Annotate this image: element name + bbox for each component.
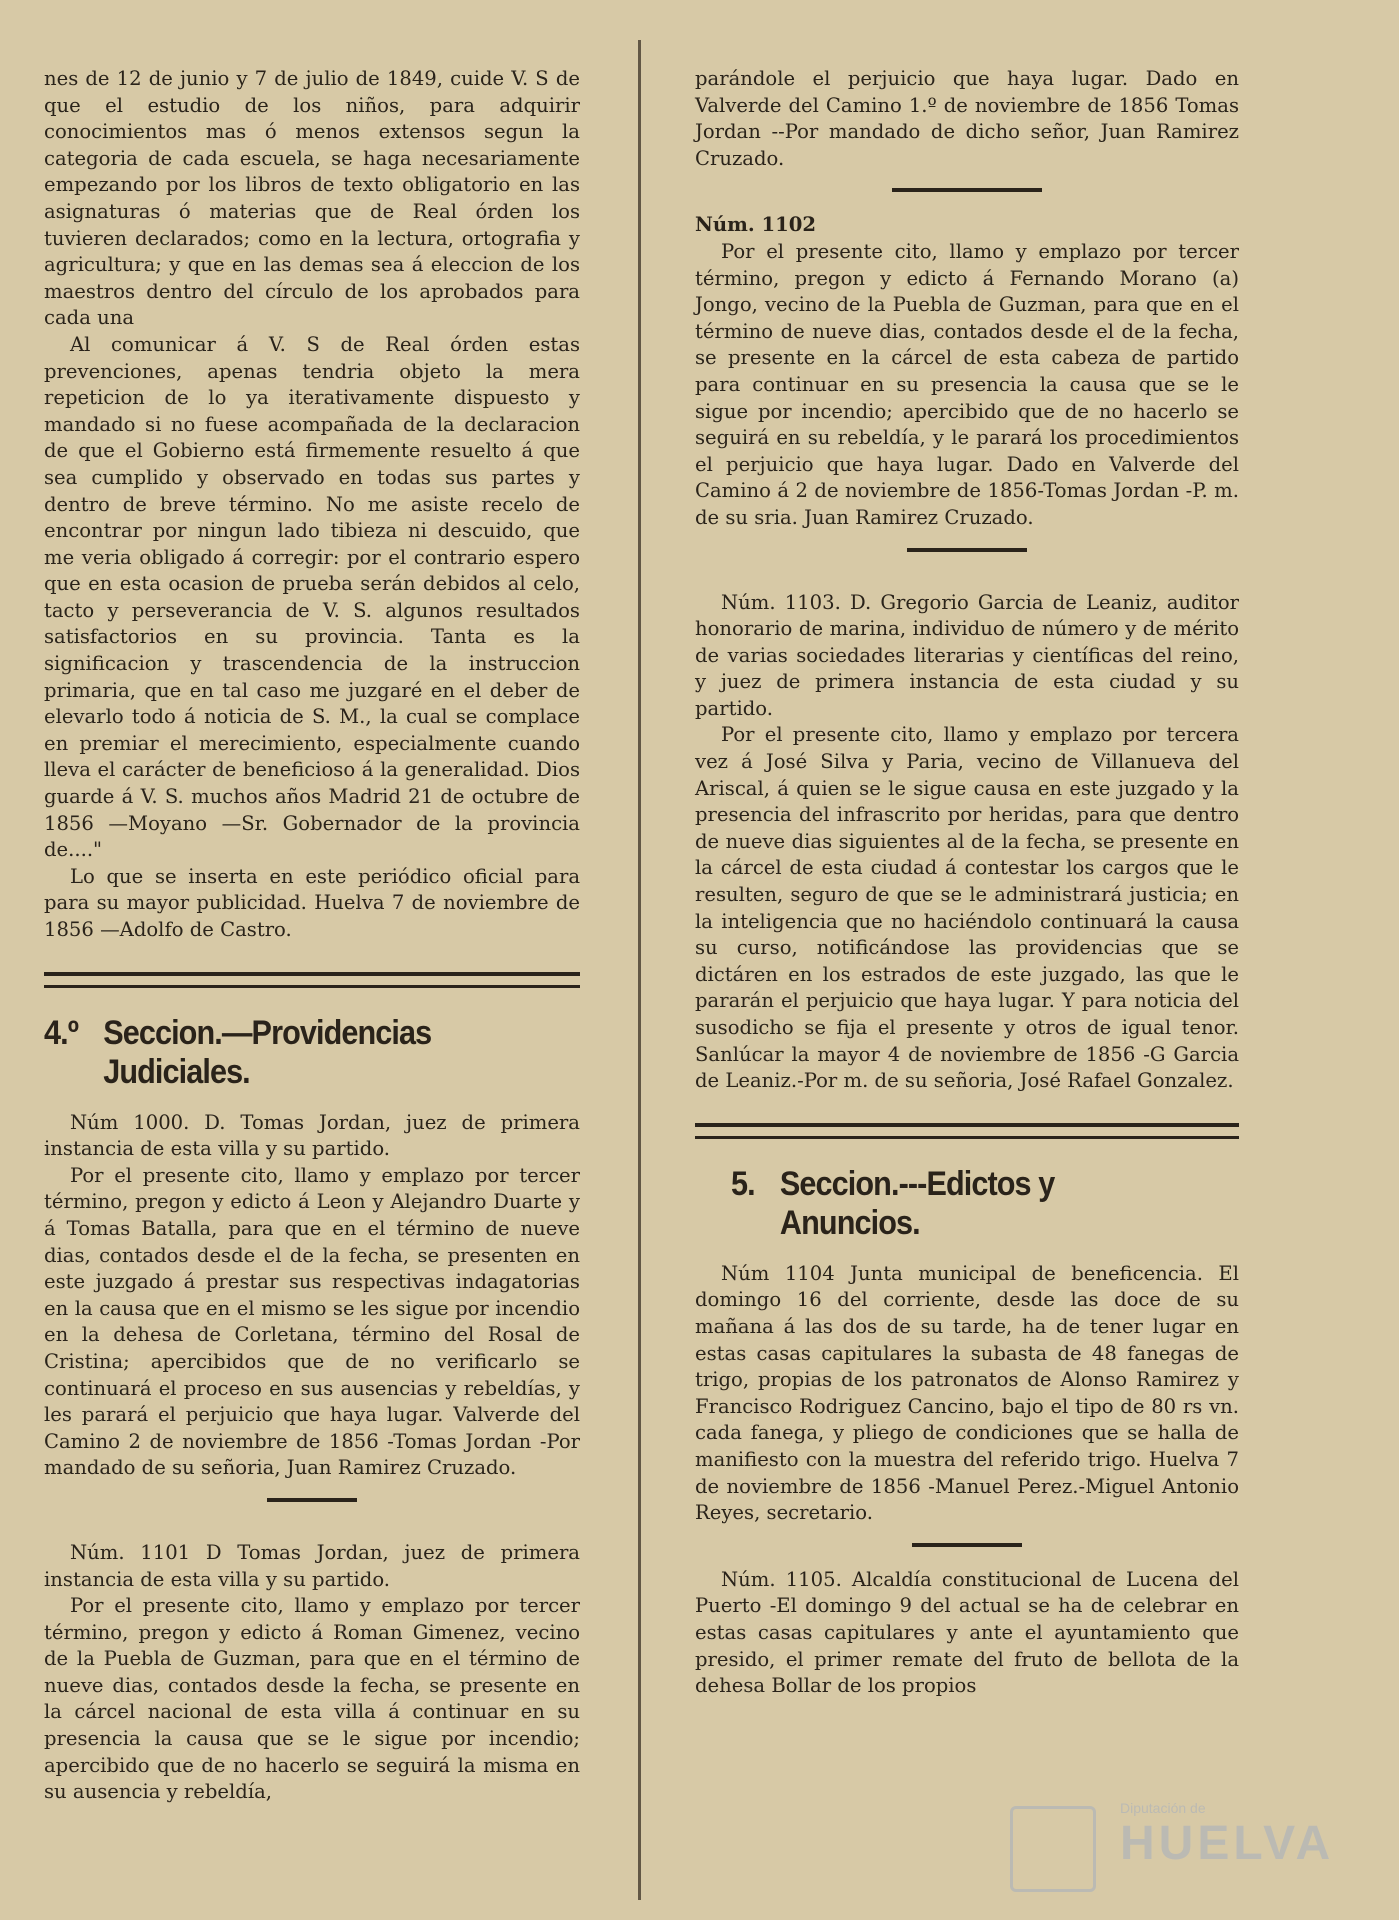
section-divider — [44, 972, 580, 988]
notice-1105: Núm. 1105. Alcaldía constitucional de Lucena del Puerto -El domingo 9 del actual se ha de celebrar en estas casas capitulares y ante el ayuntamiento que presido, el primer remate del fruto de bellota de la dehesa Bollar de los propios — [695, 1567, 1239, 1698]
paragraph-royal-order: Al comunicar á V. S de Real órden estas prevenciones, apenas tendria objeto la mera repeticion de lo ya iterativamente dispuesto y mandado si no fuese acompañada de la declaracion de que el Gobierno está firmemente resuelto á que sea cumplido y observado en todas sus partes y dentro de breve término. No me asiste recelo de encontrar por ningun lado tibieza ni descuido, que me veria obligado á corregir: por el contrario espero que en esta ocasion de prueba serán debidos al celo, tacto y perseverancia de V. S. algunos resultados satisfactorios en su provincia. Tanta es la significacion y trascendencia de la instruccion primaria, que en tal caso me juzgaré en el deber de elevarlo todo á noticia de S. M., la cual se complace en premiar el merecimiento, especialmente cuando lleva el carácter de beneficioso á la generalidad. Dios guarde á V. S. muchos años Madrid 21 de octubre de 1856 —Moyano —Sr. Gobernador de la provincia de...." — [44, 332, 580, 862]
section-5-number: 5. — [731, 1164, 755, 1203]
notice-1103-body: Por el presente cito, llamo y emplazo por tercera vez á José Silva y Paria, vecino de Villanueva del Ariscal, á quien se le sigue causa en este juzgado y la presencia del infrascrito por heridas, para que dentro de nueve dias siguientes al de la fecha, se presente en la cárcel de esta ciudad á contestar los cargos que le resulten, seguro de que se le administrará justicia; en la inteligencia que no haciéndolo continuará la causa su curso, notificándose las providencias que se dictáren en los estrados de este juzgado, las que le pararán el perjuicio que haya lugar. Y para noticia del susodicho se fija el presente y otros de igual tenor. Sanlúcar la mayor 4 de noviembre de 1856 -G Garcia de Leaniz.-Por m. de su señoria, José Rafael Gonzalez. — [695, 723, 1239, 1093]
section-5-heading — [731, 1165, 1188, 1243]
notice-divider — [912, 1543, 1022, 1547]
watermark-main-text: HUELVA — [1120, 1817, 1335, 1870]
notice-1102-body: Por el presente cito, llamo y emplazo por tercer término, pregon y edicto á Fernando Morano (a) Jongo, vecino de la Puebla de Guzman, para que en el término de nueve dias, contados desde el de la fecha, se presente en la cárcel de esta cabeza de partido para continuar en su presencia la causa que se le sigue por incendio; apercibido que de no hacerlo se seguirá en su rebeldía, y le parará los procedimientos el perjuicio que haya lugar. Dado en Valverde del Camino á 2 de noviembre de 1856-Tomas Jordan -P. m. de su sria. Juan Ramirez Cruzado. — [695, 239, 1239, 529]
paragraph-publication-note: Lo que se inserta en este periódico oficial para para su mayor publicidad. Huelva 7 de noviembre de 1856 —Adolfo de Castro. — [44, 864, 580, 941]
section-5-title: Seccion.---Edictos y Anuncios. — [779, 1164, 1055, 1242]
paragraph-instruction-continued: nes de 12 de junio y 7 de julio de 1849, cuide V. S de que el estudio de los niños, para adquirir conocimientos mas ó menos extensos segun la categoria de cada escuela, se haga necesariamente empezando por los libros de texto obligatorio en las asignaturas ó materias que de Real órden los tuvieren declarados; como en la lectura, ortografia y agricultura; y que en las demas sea á eleccion de los maestros dentro del círculo de los aprobados para cada una — [44, 67, 580, 330]
notice-1101-heading: Núm. 1101 D Tomas Jordan, juez de primera instancia de esta villa y su partido. — [44, 1540, 580, 1591]
notice-divider — [907, 548, 1027, 552]
right-column — [695, 66, 1239, 1700]
left-column — [44, 66, 580, 1806]
notice-1103-heading: Núm. 1103. D. Gregorio Garcia de Leaniz, auditor honorario de marina, individuo de número y de mérito de varias sociedades literarias y científicas del reino, y juez de primera instancia de esta ciudad y su partido. — [695, 590, 1239, 720]
section-divider — [695, 1123, 1239, 1139]
column-divider — [638, 40, 641, 1900]
notice-divider — [267, 1498, 357, 1502]
notice-1104: Núm 1104 Junta municipal de beneficencia. El domingo 16 del corriente, desde las doce de su mañana á las dos de su tarde, ha de tener lugar en estas casas capitulares la subasta de 48 fanegas de trigo, propias de los patronatos de Alonso Ramirez y Francisco Rodriguez Cancino, bajo el tipo de 80 rs vn. cada fanega, y pliego de condiciones que se halla de manifiesto con la muestra del referido trigo. Huelva 7 de noviembre de 1856 -Manuel Perez.-Miguel Antonio Reyes, secretario. — [695, 1261, 1239, 1525]
shield-icon — [1010, 1806, 1096, 1892]
notice-divider — [892, 188, 1042, 192]
watermark-top-text: Diputación de — [1120, 1800, 1206, 1816]
section-4-heading — [44, 1014, 526, 1092]
notice-1000-body: Por el presente cito, llamo y emplazo por tercer término, pregon y edicto á Leon y Alejandro Duarte y á Tomas Batalla, para que en el término de nueve dias, contados desde el de la fecha, se presenten en este juzgado á prestar sus respectivas indagatorias en la causa que en el mismo se les sigue por incendio en la dehesa de Corletana, término del Rosal de Cristina; apercibidos que de no verificarlo se continuará el proceso en sus ausencias y rebeldías, y les parará el perjuicio que haya lugar. Valverde del Camino 2 de noviembre de 1856 -Tomas Jordan -Por mandado de su señoria, Juan Ramirez Cruzado. — [44, 1163, 580, 1480]
notice-1102-heading: Núm. 1102 — [695, 213, 817, 237]
watermark-logo — [1000, 1800, 1335, 1890]
paragraph-continued: parándole el perjuicio que haya lugar. Dado en Valverde del Camino 1.º de noviembre de 1856 Tomas Jordan --Por mandado de dicho señor, Juan Ramirez Cruzado. — [695, 67, 1239, 170]
notice-1101-body: Por el presente cito, llamo y emplazo por tercer término, pregon y edicto á Roman Gimenez, vecino de la Puebla de Guzman, para que en el término de nueve dias, contados desde la fecha, se presente en la cárcel nacional de esta villa á continuar en su presencia la causa que se le sigue por incendio; apercibido que de no hacerlo se seguirá la misma en su ausencia y rebeldía, — [44, 1594, 580, 1804]
notice-1000-heading: Núm 1000. D. Tomas Jordan, juez de primera instancia de esta villa y su partido. — [44, 1110, 580, 1161]
section-4-number: 4.º — [44, 1013, 79, 1052]
section-4-title: Seccion.—Providencias Judiciales. — [103, 1013, 432, 1091]
